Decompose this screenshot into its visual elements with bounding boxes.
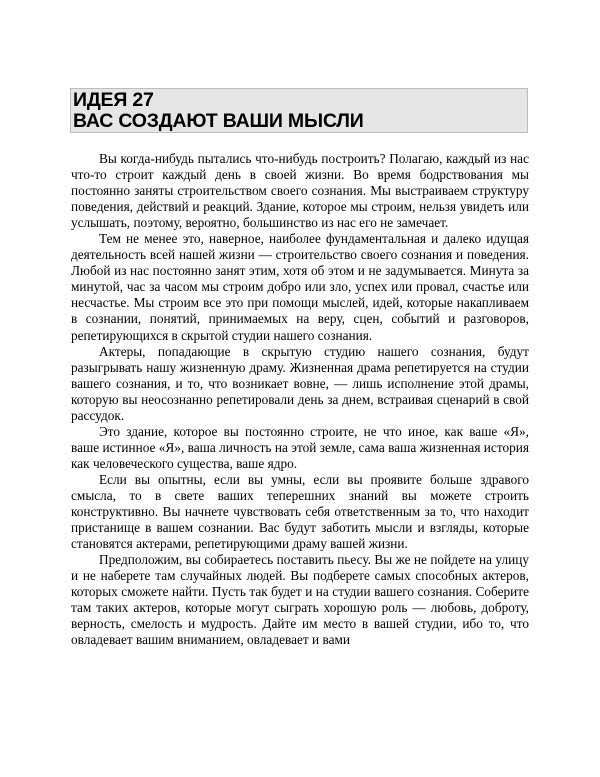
- paragraph: Это здание, которое вы постоянно строите, не что иное, как ваше «Я», ваше истинное «Я», ваша личность на этой земле, сама ваша жизненная история как человеческого существа, ваше ядро.: [71, 423, 529, 471]
- paragraph: Вы когда-нибудь пытались что-нибудь построить? Полагаю, каждый из нас что-то строит каждый день в своей жизни. Во время бодрствования мы постоянно заняты строительством своего сознания. Мы выстраиваем структуру поведения, действий и реакций. Здание, которое мы строим, нельзя увидеть или услышать, поэтому, вероятно, большинство из нас его не замечает.: [71, 151, 529, 231]
- chapter-heading: [70, 88, 528, 133]
- paragraph: Тем не менее это, наверное, наиболее фундаментальная и далеко идущая деятельность всей нашей жизни — строительство своего сознания и поведения. Любой из нас постоянно занят этим, хотя об этом и не задумывается. Минута за минутой, час за часом мы строим добро или зло, успех или провал, счастье или несчастье. Мы строим все это при помощи мыслей, идей, которые накапливаем в сознании, понятий, принимаемых на веру, сцен, событий и разговоров, репетирующихся в скрытой студии нашего сознания.: [71, 231, 529, 343]
- body-text: [71, 151, 529, 648]
- paragraph: Предположим, вы собираетесь поставить пьесу. Вы же не пойдете на улицу и не наберете там случайных людей. Вы подберете самых способных актеров, которых сможете найти. Пусть так будет и на студии вашего сознания. Соберите там таких актеров, которые могут сыграть хорошую роль — любовь, доброту, верность, смелость и мудрость. Дайте им место в вашей студии, ибо то, что овладевает вашим вниманием, овладевает и вами: [71, 552, 529, 648]
- paragraph: Если вы опытны, если вы умны, если вы проявите больше здравого смысла, то в свете ваших теперешних знаний вы можете строить конструктивно. Вы начнете чувствовать себя ответственным за то, что находит пристанище в вашем сознании. Вас будут заботить мысли и взгляды, которые становятся актерами, репетирующими драму вашей жизни.: [71, 471, 529, 552]
- paragraph: Актеры, попадающие в скрытую студию нашего сознания, будут разыгрывать нашу жизненную драму. Жизненная драма репетируется на студии вашего сознания, и то, что возникает вовне, — лишь исполнение этой драмы, которую вы неосознанно репетировали день за днем, встраивая сценарий в свой рассудок.: [71, 343, 529, 423]
- chapter-title: ВАС СОЗДАЮТ ВАШИ МЫСЛИ: [73, 110, 364, 132]
- chapter-number: ИДЕЯ 27: [73, 89, 154, 111]
